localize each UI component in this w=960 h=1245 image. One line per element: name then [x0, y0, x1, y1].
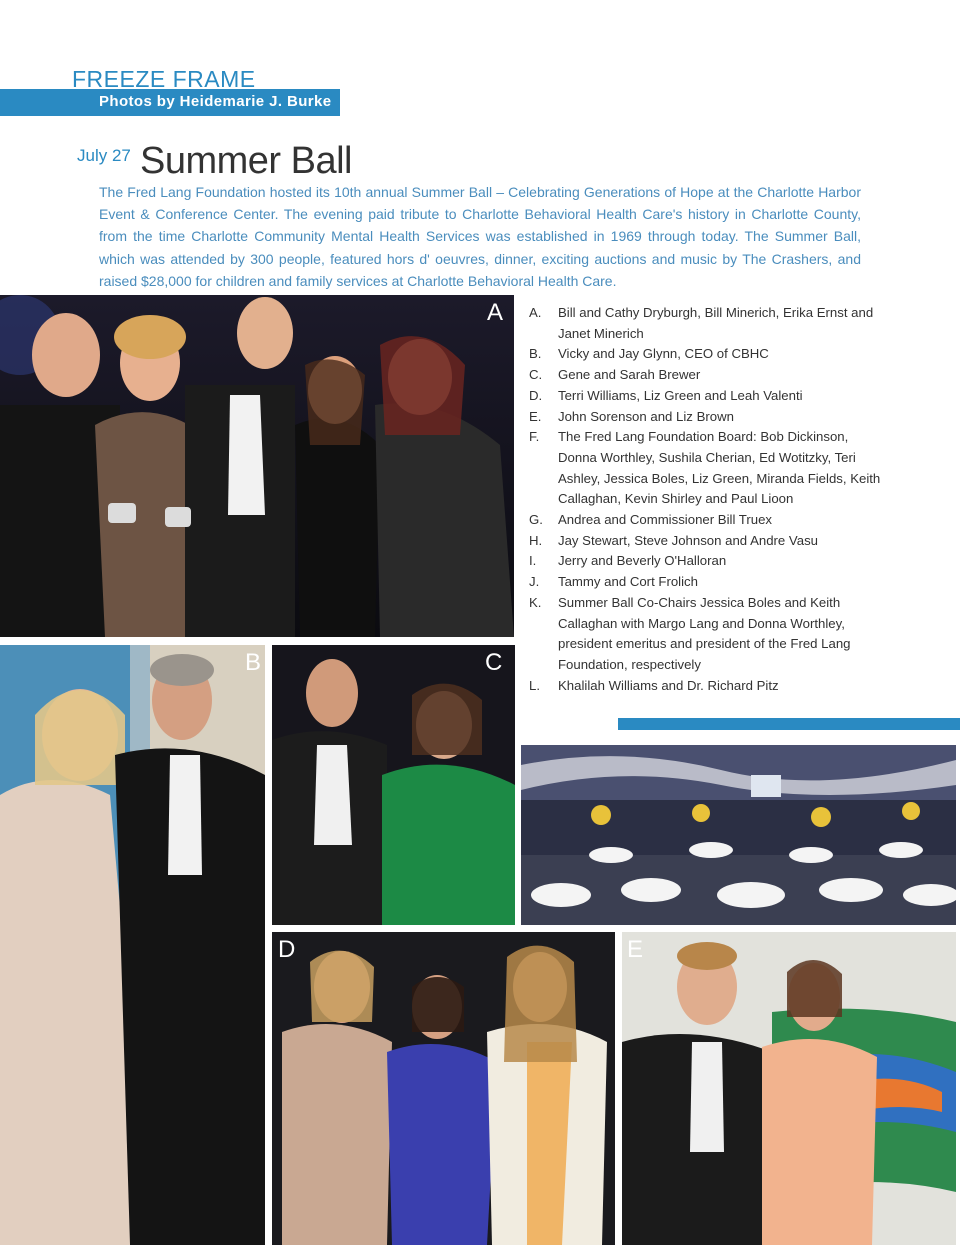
caption-item: [529, 386, 889, 407]
caption-text: Andrea and Commissioner Bill Truex: [558, 512, 773, 528]
event-date: July 27: [77, 146, 131, 165]
caption-text: Tammy and Cort Frolich: [558, 574, 698, 590]
caption-text: Khalilah Williams and Dr. Richard Pitz: [558, 677, 779, 693]
caption-item: [529, 593, 889, 676]
accent-bar: [618, 718, 960, 730]
photo-e: [622, 932, 956, 1245]
caption-letter: F.: [529, 429, 540, 445]
caption-item: [529, 303, 889, 344]
caption-letter: I.: [529, 553, 537, 569]
caption-text: Vicky and Jay Glynn, CEO of CBHC: [558, 346, 769, 362]
photo-label-b: B: [245, 649, 262, 676]
caption-text: Jerry and Beverly O'Halloran: [558, 553, 727, 569]
caption-item: [529, 676, 889, 697]
caption-item: [529, 427, 889, 510]
caption-letter: B.: [529, 346, 542, 362]
caption-item: [529, 407, 889, 428]
photo-b: [0, 645, 265, 1245]
caption-text: The Fred Lang Foundation Board: Bob Dickinson, Donna Worthley, Sushila Cherian, Ed Wotitzky, Teri Ashley, Jessica Boles, Liz Green, Miranda Fields, Keith Callaghan, Kevin Shirley and Paul Lioon: [558, 429, 881, 507]
caption-letter: D.: [529, 387, 543, 403]
caption-item: [529, 551, 889, 572]
photo-label-c: C: [485, 649, 503, 676]
caption-letter: G.: [529, 512, 543, 528]
caption-letter: H.: [529, 532, 543, 548]
section-title: FREEZE FRAME: [72, 66, 256, 88]
caption-letter: K.: [529, 594, 542, 610]
intro-paragraph: The Fred Lang Foundation hosted its 10th annual Summer Ball – Celebrating Generations of Hope at the Charlotte Harbor Event & Conference Center. The evening paid tribute to Charlotte Behavioral Health Care's history in Charlotte County, from the time Charlotte Community Mental Health Services was established in 1969 through today. The Summer Ball, which was attended by 300 people, featured hors d' oeuvres, dinner, exciting auctions and music by The Crashers, and raised $28,000 for children and family services at Charlotte Behavioral Health Care.: [99, 184, 861, 289]
caption-letter: C.: [529, 367, 543, 383]
caption-item: [529, 572, 889, 593]
photo-a: [0, 295, 514, 637]
caption-text: John Sorenson and Liz Brown: [558, 408, 734, 424]
caption-letter: E.: [529, 408, 542, 424]
photo-label-a: A: [487, 299, 504, 326]
caption-item: [529, 365, 889, 386]
caption-text: Jay Stewart, Steve Johnson and Andre Vasu: [558, 532, 819, 548]
caption-item: [529, 510, 889, 531]
photo-label-e: E: [627, 936, 644, 963]
photo-d: [272, 932, 615, 1245]
photo-c: [272, 645, 515, 925]
photo-label-d: D: [278, 936, 296, 963]
caption-item: [529, 344, 889, 365]
caption-text: Bill and Cathy Dryburgh, Bill Minerich, Erika Ernst and Janet Minerich: [558, 305, 874, 341]
caption-letter: L.: [529, 677, 540, 693]
caption-text: Gene and Sarah Brewer: [558, 367, 701, 383]
event-title: Summer Ball: [140, 140, 352, 182]
caption-list: [529, 303, 889, 696]
photo-credit: Photos by Heidemarie J. Burke: [99, 93, 332, 110]
caption-item: [529, 531, 889, 552]
caption-letter: J.: [529, 574, 540, 590]
photo-ballroom: [521, 745, 956, 925]
caption-letter: A.: [529, 305, 542, 320]
caption-text: Terri Williams, Liz Green and Leah Valenti: [558, 387, 803, 403]
caption-text: Summer Ball Co-Chairs Jessica Boles and Keith Callaghan with Margo Lang and Donna Worthley, president emeritus and president of the Fred Lang Foundation, respectively: [558, 594, 851, 672]
